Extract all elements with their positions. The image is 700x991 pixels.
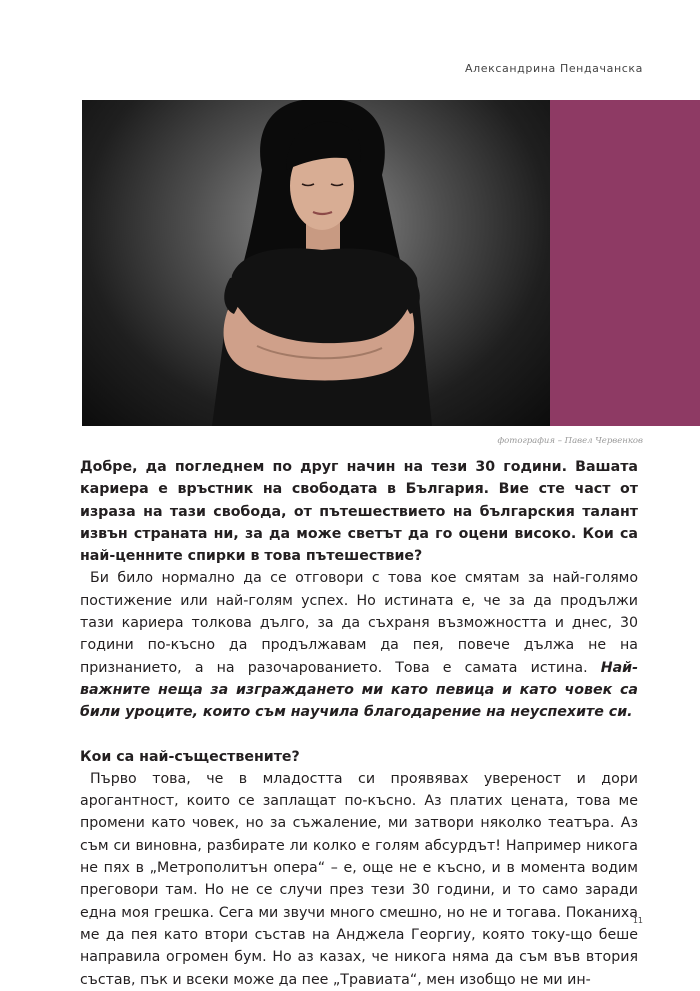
answer-1-text: Би било нормално да се отговори с това кое смятам за най-голямо постижение или най-голям успех. Но истината е, че за да продължи тази кариера толкова дълго, за да съхраня възможността и днес, 30 години по-късно да продължавам да пея, повече дължа не на признанието, а на разочарованието. Това е самата истина. — [80, 570, 638, 676]
running-header-author: Александрина Пендачанска — [465, 62, 643, 75]
page-number: 11 — [632, 916, 643, 925]
answer-1 — [80, 567, 638, 723]
photo-caption: фотография – Павел Червенков — [497, 436, 643, 446]
question-1: Добре, да погледнем по друг начин на тези 30 години. Вашата кариера е връстник на свободата в България. Вие сте част от израза на тази свобода, от пътешествието на българския талант извън страната ни, за да може светът да го оцени високо. Кои са най-ценните спирки в това пътешествие? — [80, 459, 638, 565]
question-2: Кои са най-съществените? — [80, 748, 300, 765]
portrait-photo — [82, 100, 550, 426]
interview-text — [80, 456, 638, 991]
answer-2: Първо това, че в младостта си проявявах увереност и дори арогантност, които се заплащат по-късно. Аз платих цената, това ме промени като човек, но за съжаление, ми затвори няколко театъра. Аз съм си виновна, разбирате ли колко е голям абсурдът! Например никога не пях в „Метрополитън опера“ – е, още не е късно, и в момента водим преговори там. Но не се случи през тези 30 години, и то само заради една моя грешка. Сега ми звучи много смешно, но не и тогава. Поканиха ме да пея като втори състав на Анджела Георгиу, която току-що беше направила огромен бум. Но аз казах, че никога няма да съм във втория състав, пък и всеки може да пее „Травиата“, мен изобщо не ми ин- — [80, 770, 638, 988]
photo-block — [82, 100, 700, 426]
answer-1-highlight: Най-важните неща за изграждането ми като певица и като човек са били уроците, които съм научила благодарение на неуспехите си. — [80, 659, 638, 721]
portrait-illustration — [82, 100, 550, 426]
accent-color-bar — [550, 100, 700, 426]
